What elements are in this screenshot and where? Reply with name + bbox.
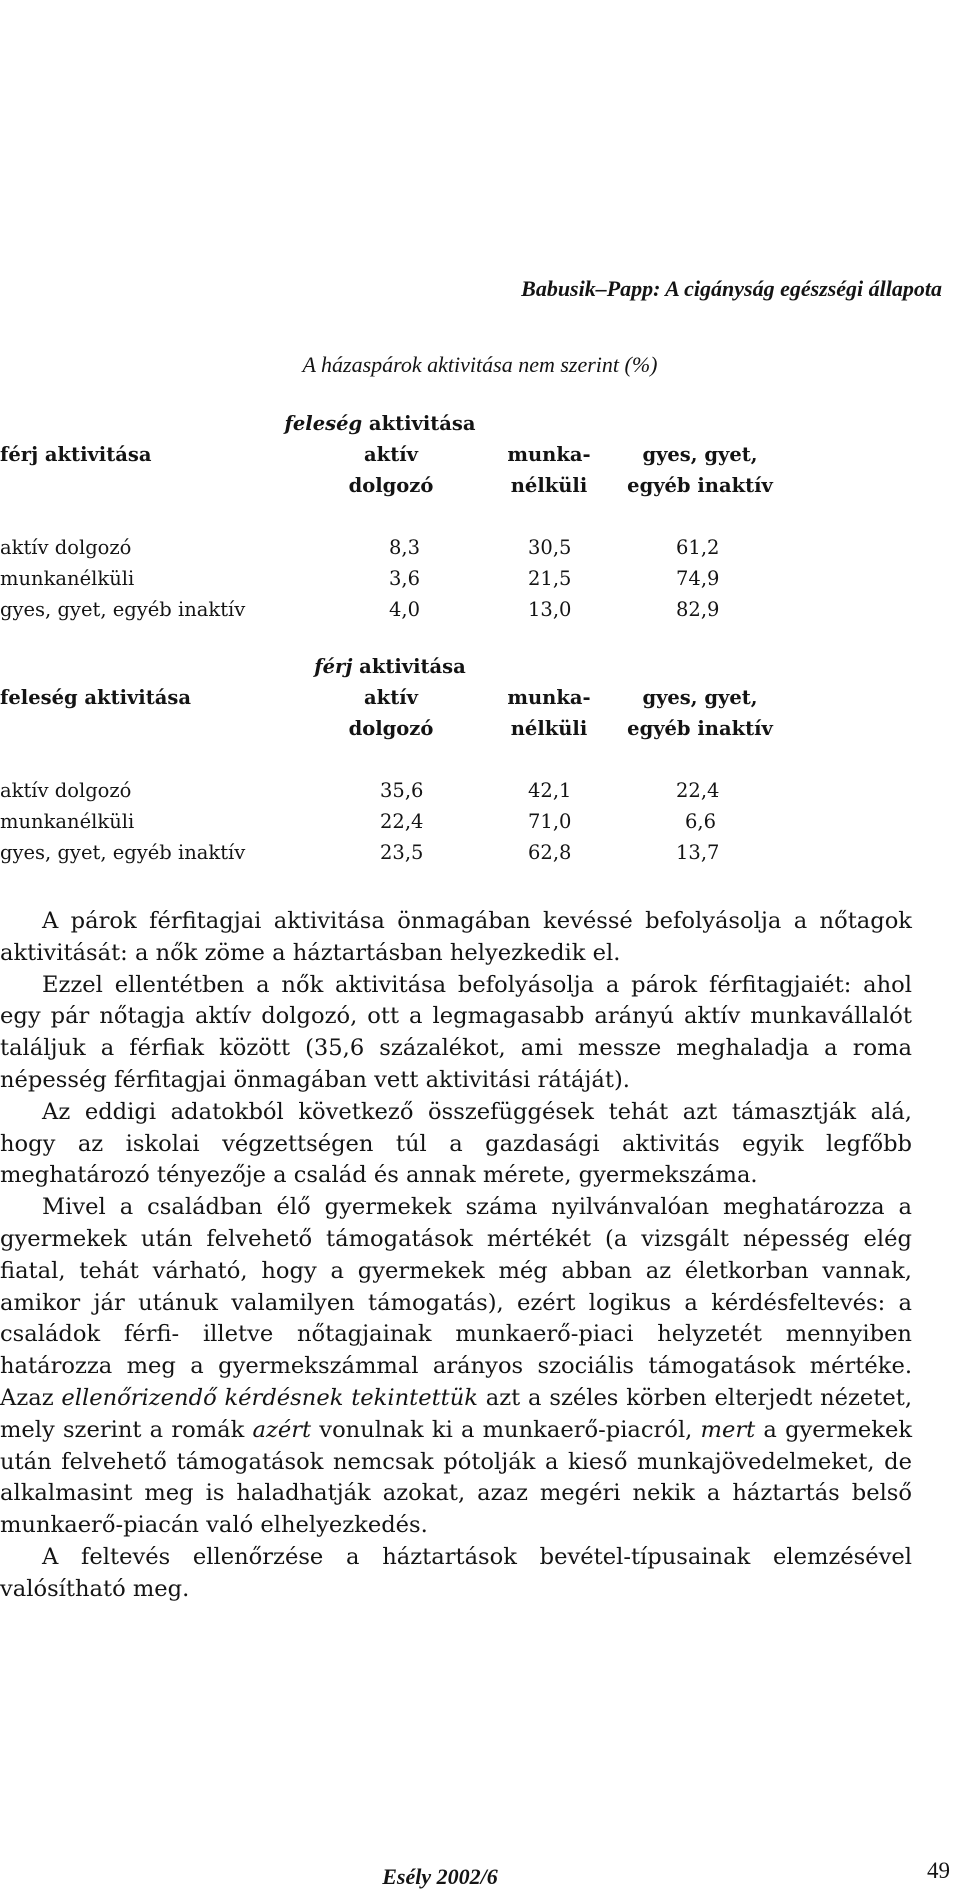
cell: 35,6 [380, 779, 424, 802]
column-group-header [0, 412, 760, 435]
cell: 82,9 [676, 598, 720, 621]
cell: 3,6 [388, 567, 420, 590]
row-label: aktív dolgozó [0, 779, 132, 802]
group-rest: aktivitása [352, 655, 466, 678]
emphasis: ellenőrizendő kérdésnek tekintettük [61, 1384, 478, 1411]
paragraph: Az eddigi adatokból következő összefüggések tehát azt támasztják alá, hogy az iskolai végzettségen túl a gazdasági aktivitás egyik legfőbb meghatározó tényezője a család és annak mérete, gyermekszáma. [0, 1098, 912, 1189]
group-rest: aktivitása [362, 412, 476, 435]
cell: 8,3 [388, 536, 420, 559]
text-run: Mivel a családban élő gyermekek száma nyilvánvalóan meghatározza a gyermekek után felvehető támogatások mértékét (a vizsgált népesség elég fiatal, tehát várható, hogy a gyermekek még abban az életkorban vannak, amikor jár utánuk valamilyen támogatás), ezért logikus a kérdésfeltevés: a családok férfi- illetve nőtagjainak munkaerő-piaci helyzetét mennyiben határozza meg a gyermekszámmal arányos szociális támogatások mértéke. Azaz [0, 1194, 912, 1411]
page-number: 49 [927, 1858, 950, 1883]
row-label-header: férj aktivitása [0, 443, 152, 466]
cell: 71,0 [528, 810, 572, 833]
cell: 13,7 [676, 841, 720, 864]
col-header-3b: egyéb inaktív [627, 717, 773, 740]
cell: 42,1 [528, 779, 572, 802]
body-text [0, 906, 912, 1606]
group-italic: feleség [284, 412, 363, 435]
col-header-3a: gyes, gyet, [642, 443, 758, 466]
paragraph: Ezzel ellentétben a nők aktivitása befolyásolja a párok férfitagjaiét: ahol egy pár nőtagja aktív dolgozó, ott a legmagasabb arányú aktív munkavállalót találjuk a férfiak között (35,6 százalékot, ami messze meghaladja a roma népesség férfitagjai önmagában vett aktivitási rátáját). [0, 971, 912, 1093]
col-header-3a: gyes, gyet, [642, 686, 758, 709]
emphasis: azért [252, 1416, 312, 1443]
row-label: aktív dolgozó [0, 536, 132, 559]
cell: 6,6 [684, 810, 716, 833]
col-header-3b: egyéb inaktív [627, 474, 773, 497]
cell: 74,9 [676, 567, 720, 590]
row-label: gyes, gyet, egyéb inaktív [0, 598, 246, 621]
col-header-1b: dolgozó [348, 474, 434, 497]
text-run: azt a széles körben elterjedt nézetet, mely szerint a romák [0, 1384, 912, 1443]
text-run: a gyermekek után felvehető támogatások nemcsak pótolják a kieső munkajövedelmeket, de alkalmasint meg is haladhatják azokat, azaz megéri nekik a háztartás belső munkaerő-piacán való elhelyezkedés. [0, 1416, 913, 1539]
col-header-1a: aktív [364, 443, 418, 466]
cell: 61,2 [676, 536, 720, 559]
cell: 62,8 [528, 841, 572, 864]
running-header: Babusik–Papp: A cigányság egészségi állapota [521, 276, 942, 301]
cell: 22,4 [380, 810, 424, 833]
table-caption: A házaspárok aktivitása nem szerint (%) [302, 352, 658, 377]
emphasis: mert [700, 1416, 756, 1443]
column-group-header [0, 655, 780, 678]
paragraph: A párok férfitagjai aktivitása önmagában kevéssé befolyásolja a nőtagok aktivitását: a nők zöme a háztartásban helyezkedik el. [0, 908, 912, 966]
paragraph: A feltevés ellenőrzése a háztartások bevétel-típusainak elemzésével valósítható meg. [0, 1543, 912, 1602]
cell: 30,5 [528, 536, 572, 559]
cell: 22,4 [676, 779, 720, 802]
text-run: vonulnak ki a munkaerő-piacról, [311, 1416, 701, 1443]
col-header-1b: dolgozó [348, 717, 434, 740]
row-label: gyes, gyet, egyéb inaktív [0, 841, 246, 864]
col-header-2b: nélküli [510, 717, 588, 740]
row-label: munkanélküli [0, 567, 135, 590]
col-header-1a: aktív [364, 686, 418, 709]
row-label-header: feleség aktivitása [0, 686, 191, 709]
cell: 21,5 [528, 567, 572, 590]
cell: 4,0 [388, 598, 420, 621]
paragraph [0, 1192, 912, 1542]
cell: 13,0 [528, 598, 572, 621]
col-header-2b: nélküli [510, 474, 588, 497]
group-italic: férj [314, 655, 353, 678]
col-header-2a: munka- [507, 443, 591, 466]
row-label: munkanélküli [0, 810, 135, 833]
journal-title: Esély 2002/6 [382, 1864, 498, 1889]
cell: 23,5 [380, 841, 424, 864]
col-header-2a: munka- [507, 686, 591, 709]
